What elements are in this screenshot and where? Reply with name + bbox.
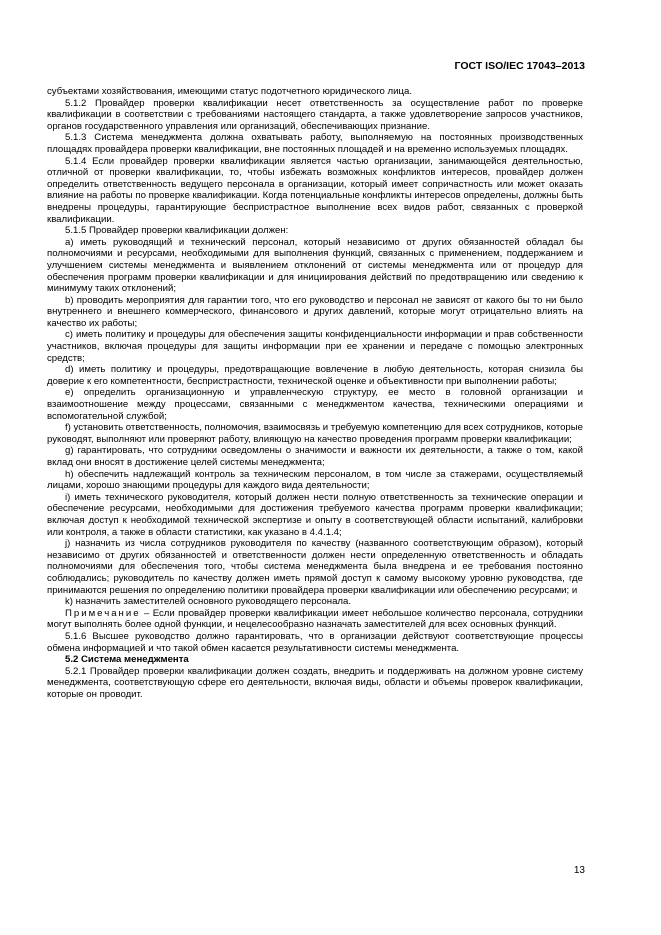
- list-item: b) проводить мероприятия для гарантии того, что его руководство и персонал не зависят от какого бы то ни было внутреннего и внешнего коммерческого, финансового и других давлений, которые могут отрицательно влиять на качество их работы;: [47, 294, 583, 329]
- paragraph: 5.1.5 Провайдер проверки квалификации должен:: [65, 225, 289, 237]
- paragraph: 5.1.2 Провайдер проверки квалификации несет ответственность за осуществление работ по проверке квалификации в соответствии с требованиями настоящего стандарта, а также удовлетворение запросов участников, органов государственного управления или организаций, обеспечивающих признание.: [47, 97, 583, 132]
- list-item: j) назначить из числа сотрудников руководителя по качеству (названного соответствующим образом), который независимо от других обязанностей и ответственности должен нести определенную ответственность и обладать полномочиями для обеспечения того, чтобы система менеджмента была внедрена и ее требования постоянно соблюдались; руководитель по качеству должен иметь прямой доступ к самому высокому уровню руководства, где принимаются решения по определению политики провайдера проверки квалификации или обеспечению ресурсами; и: [47, 538, 583, 596]
- list-item: k) назначить заместителей основного руководящего персонала.: [65, 596, 352, 608]
- paragraph: 5.2.1 Провайдер проверки квалификации должен создать, внедрить и поддерживать на должном уровне систему менеджмента, соответствующую сфере его деятельности, включая виды, области и объемы проверок квалификации, которые он проводит.: [47, 665, 583, 700]
- paragraph: 5.1.3 Система менеджмента должна охватывать работу, выполняемую на постоянных производственных площадях провайдера проверки квалификации, вне постоянных площадей и на временно используемых площадях.: [47, 132, 583, 155]
- note-label: Примечание: [65, 607, 141, 619]
- section-heading: 5.2 Система менеджмента: [65, 654, 189, 666]
- list-item: c) иметь политику и процедуры для обеспечения защиты конфиденциальности информации и прав собственности участников, включая процедуры для защиты информации при ее хранении и передаче с помощью электронных средств;: [47, 329, 583, 364]
- body-text: [47, 86, 583, 700]
- list-item: f) установить ответственность, полномочия, взаимосвязь и требуемую компетенцию для всех сотрудников, которые руководят, выполняют или проверяют работу, влияющую на качество проведения программ проверки квалификации;: [47, 422, 584, 445]
- list-item: d) иметь политику и процедуры, предотвращающие вовлечение в любую деятельность, которая снизила бы доверие к его компетентности, беспристрастности, технической оценке и объективности при выполнении работы;: [47, 364, 583, 387]
- list-item: а) иметь руководящий и технический персонал, который независимо от других обязанностей обладал бы полномочиями и ресурсами, необходимыми для выполнения функций, связанных с применением, поддержанием и улучшением системы менеджмента и выявлением отклонений от системы менеджмента или от процедур для обеспечения программ проверки квалификации и для инициирования действий по предотвращению или сведению к минимуму таких отклонений;: [47, 236, 583, 295]
- note: [47, 608, 583, 631]
- paragraph: 5.1.4 Если провайдер проверки квалификации является частью организации, занимающейся деятельностью, отличной от проверки квалификации, то, чтобы избежать возможных конфликтов интересов, провайдер должен определить ответственность ведущего персонала в организации, который имеет сопричастность или может оказать влияние на работы по проверке квалификации. Когда потенциальные конфликты интересов определены, должны быть внедрены процедуры, гарантирующие беспристрастное выполнение всех видов работ, связанных с проверкой квалификации.: [47, 155, 583, 225]
- note-text: – Если провайдер проверки квалификации имеет небольшое количество персонала, сотрудники могут выполнять более одной функции, и нецелесообразно назначать заместителей для всех основных функций.: [47, 607, 583, 631]
- list-item: h) обеспечить надлежащий контроль за техническим персоналом, в том числе за стажерами, осуществляемый лицами, хорошо знающими процедуры для каждого вида деятельности;: [47, 468, 583, 492]
- standard-header: ГОСТ ISO/IEC 17043–2013: [454, 60, 585, 72]
- paragraph: субъектами хозяйствования, имеющими статус подотчетного юридического лица.: [47, 86, 412, 97]
- paragraph: 5.1.6 Высшее руководство должно гарантировать, что в организации действуют соответствующие процессы обмена информацией и что такой обмен касается результативности системы менеджмента.: [47, 630, 583, 654]
- list-item: e) определить организационную и управленческую структуру, ее место в головной организации и взаимоотношение между процессами, связанными с менеджментом качества, техническими операциями и вспомогательной службой;: [47, 387, 583, 422]
- page-number: 13: [573, 865, 585, 876]
- list-item: i) иметь технического руководителя, который должен нести полную ответственность за технические операции и обеспечение ресурсами, необходимыми для достижения требуемого качества программ проверки квалификации; включая доступ к необходимой технической экспертизе и опыту в соответствующей области испытаний, калибровки или контроля, а также в области статистики, как указано в 4.4.1.4;: [47, 491, 583, 538]
- list-item: g) гарантировать, что сотрудники осведомлены о значимости и важности их деятельности, а также о том, какой вклад они вносят в достижение целей системы менеджмента;: [47, 445, 583, 468]
